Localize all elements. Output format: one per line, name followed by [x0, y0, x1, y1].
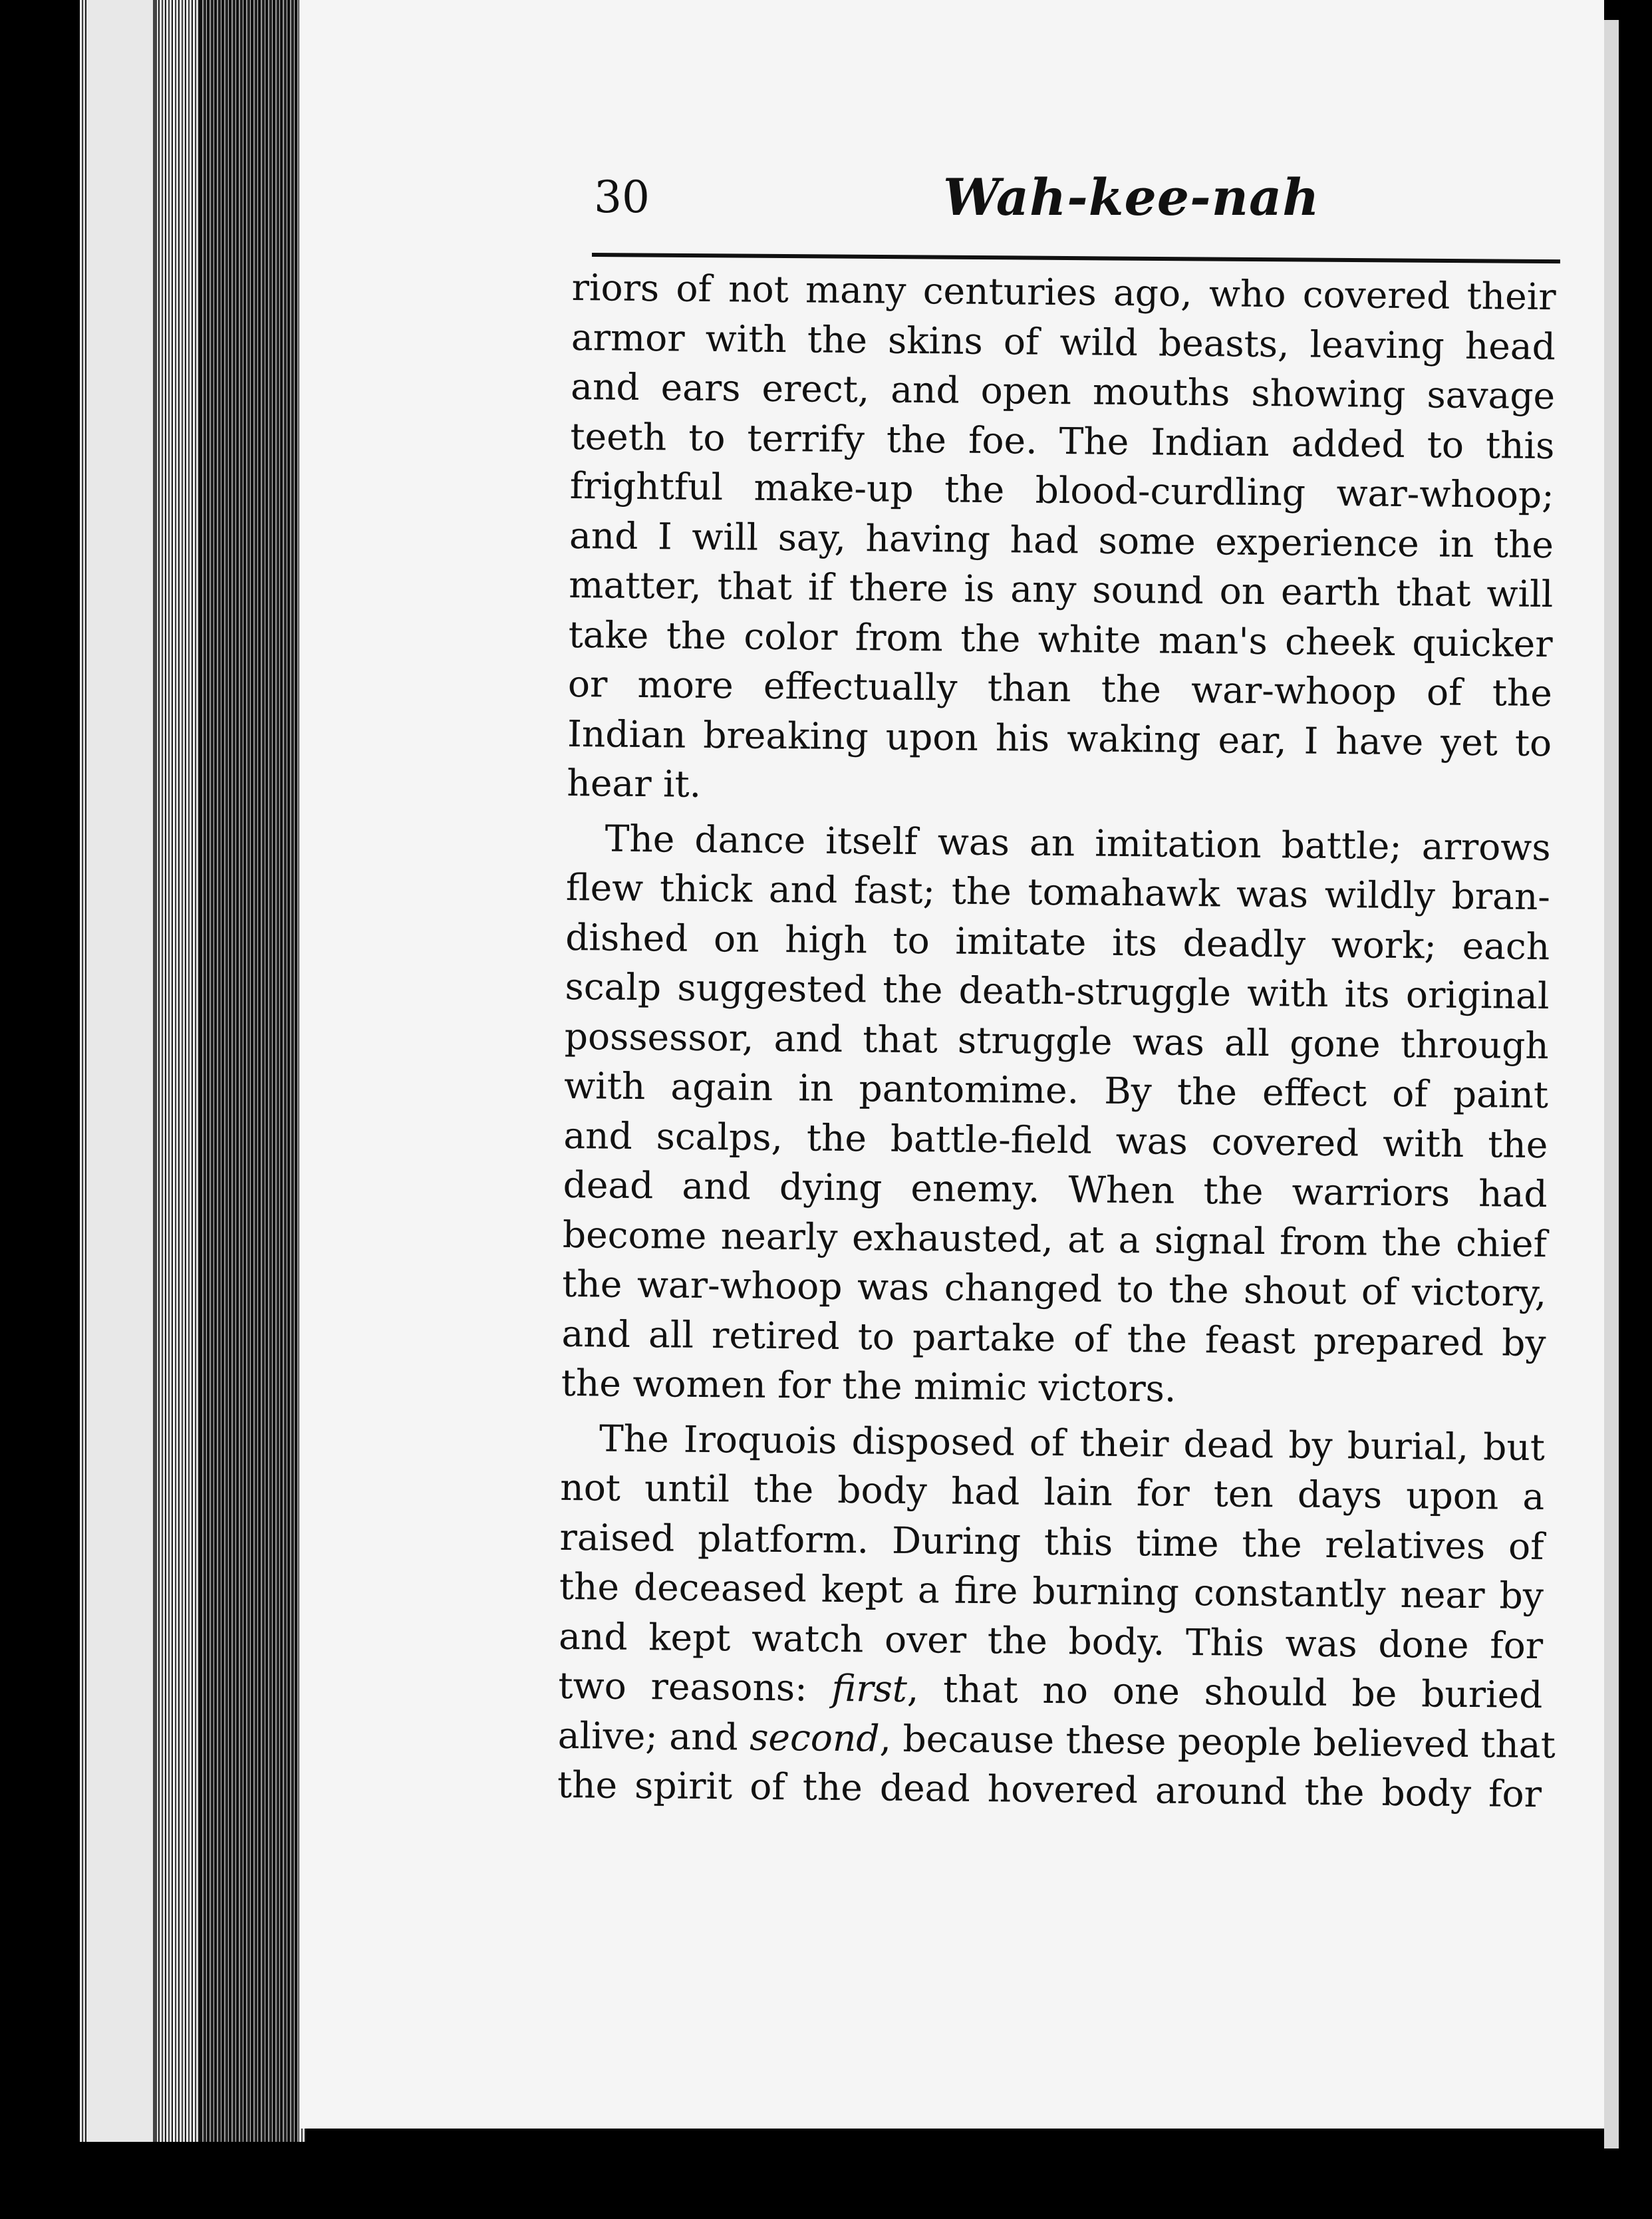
text-line: hear it.: [567, 761, 702, 806]
text-run: , because these people believed that: [879, 1717, 1556, 1766]
text-line: or more effectually than the war-whoop of the: [567, 662, 1553, 715]
text-line: dished on high to imitate its deadly work; each: [565, 915, 1550, 968]
text-line: riors of not many centuries ago, who covered their: [571, 265, 1556, 319]
text-line: not until the body had lain for ten days upon a: [560, 1465, 1545, 1519]
text-line: dead and dying enemy. When the warriors had: [563, 1163, 1548, 1216]
text-line: with again in pantomime. By the effect of paint: [563, 1064, 1549, 1117]
text-line: the war-whoop was changed to the shout of victory,: [561, 1262, 1547, 1315]
text-line: raised platform. During this time the relatives of: [559, 1515, 1544, 1568]
text-line: and all retired to partake of the feast prepared by: [561, 1312, 1546, 1364]
text-line: Indian breaking upon his waking ear, I have yet to: [567, 712, 1552, 764]
page-right-edge: [1604, 20, 1619, 2148]
book-inner-edges: [200, 0, 299, 2142]
page-number: 30: [594, 172, 650, 223]
text-line: scalp suggested the death-struggle with its original: [565, 964, 1550, 1018]
paragraph-2: [561, 813, 1551, 1417]
text-run: , that no one should be buried: [906, 1667, 1543, 1717]
text-line: take the color from the white man's cheek quicker: [568, 613, 1553, 665]
text-line: The Iroquois disposed of their dead by burial, but: [599, 1416, 1546, 1469]
paragraph-3: [557, 1413, 1556, 1819]
text-line: [558, 1661, 1543, 1720]
italic-word: first: [831, 1666, 908, 1710]
text-line: become nearly exhausted, at a signal from the chief: [562, 1213, 1548, 1265]
text-line: and ears erect, and open mouths showing savage: [570, 365, 1556, 418]
body-text: [557, 263, 1556, 1819]
text-line: the women for the mimic victors.: [561, 1361, 1176, 1410]
text-line: frightful make-up the blood-curdling war-whoop;: [569, 464, 1555, 517]
text-line: and scalps, the battle-field was covered with the: [563, 1113, 1548, 1166]
text-line: possessor, and that struggle was all gone through: [564, 1014, 1550, 1067]
italic-word: second: [749, 1715, 880, 1760]
text-line: flew thick and fast; the tomahawk was wildly bran-: [565, 865, 1551, 919]
text-line: the spirit of the dead hovered around the body for: [557, 1763, 1542, 1816]
text-run: two reasons:: [558, 1664, 808, 1709]
running-head: [594, 158, 1565, 225]
text-line: The dance itself was an imitation battle; arrows: [605, 817, 1551, 869]
text-line: and I will say, having had some experience in the: [569, 514, 1554, 566]
book-outer-edge: [86, 0, 157, 2142]
text-line: teeth to terrify the foe. The Indian added to this: [570, 414, 1555, 467]
text-line: matter, that if there is any sound on earth that will: [569, 563, 1554, 616]
text-line: [557, 1710, 1556, 1769]
running-title: Wah-kee-nah: [943, 168, 1320, 227]
text-line: and kept watch over the body. This was done for: [558, 1614, 1544, 1667]
paragraph-1: [567, 263, 1556, 817]
text-line: the deceased kept a fire burning constantly near by: [559, 1564, 1544, 1618]
text-line: armor with the skins of wild beasts, leaving head: [571, 315, 1556, 368]
text-run: alive; and: [557, 1713, 739, 1758]
